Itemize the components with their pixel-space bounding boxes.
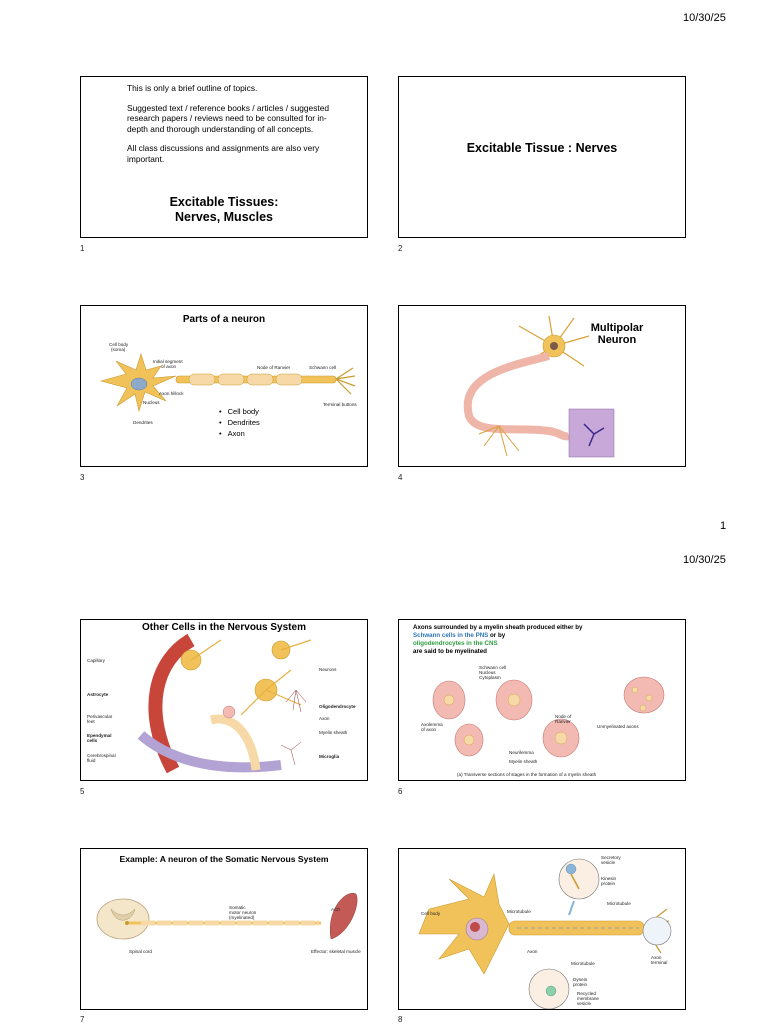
label-ependymal: Ependymal: [87, 733, 112, 738]
slide-4-title-line-1: Multipolar: [590, 322, 644, 334]
label-schwann-cell: Schwann cell: [309, 365, 337, 370]
label-initial-segment: Initial segment: [153, 359, 183, 364]
slide-7-number: 7: [80, 1015, 85, 1024]
label-feet: feet: [87, 719, 95, 724]
somatic-neuron-diagram: [81, 849, 368, 1010]
label-dynein: Dynein: [573, 977, 588, 982]
slide-5: [80, 619, 368, 781]
label-dynein-protein: protein: [573, 982, 588, 987]
slide-1: [80, 76, 368, 238]
figure-caption: (a) Transverse sections of stages in the formation of a myelin sheath: [457, 772, 597, 777]
label-somatic: Somatic: [229, 905, 246, 910]
label-effector: Effector: skeletal muscle: [311, 949, 361, 954]
slide-3-title: Parts of a neuron: [182, 314, 266, 325]
label-terminal-buttons: Terminal buttons: [323, 402, 357, 407]
label-node: Node of: [555, 714, 572, 719]
label-microtubule: Microtubule: [507, 909, 531, 914]
label-cells: cells: [87, 738, 98, 743]
slide-7: [80, 848, 368, 1010]
label-cytoplasm: Cytoplasm: [479, 675, 501, 680]
bullet-item: • Dendrites: [219, 417, 260, 428]
slide-6-line-3: oligodendrocytes in the CNS: [413, 640, 498, 647]
label-fluid: fluid: [87, 758, 96, 763]
label-ach: ACh: [331, 907, 340, 912]
label-recycled-vesicle: vesicle: [577, 1001, 592, 1006]
label-axolemma: Axolemma: [421, 722, 443, 727]
label-spinal-cord: Spinal cord: [129, 949, 152, 954]
slide-8: [398, 848, 686, 1010]
label-node-of-ranvier: Node of Ranvier: [257, 365, 291, 370]
label-motor-neuron: motor neuron: [229, 910, 257, 915]
label-cell-body: Cell body: [109, 342, 129, 347]
label-nucleus: Nucleus: [143, 400, 160, 405]
label-of-axon: of axon: [421, 727, 437, 732]
bullet-item: • Axon: [219, 428, 260, 439]
slide-6: [398, 619, 686, 781]
slide-7-title: Example: A neuron of the Somatic Nervous System: [119, 854, 329, 864]
label-axon-hillock: Axon hillock: [159, 391, 184, 396]
slide-1-title: [81, 195, 367, 225]
slide-1-notes: [127, 83, 337, 173]
label-myelin-sheath: Myelin sheath: [319, 730, 348, 735]
slide-4-title-line-2: Neuron: [597, 334, 637, 346]
label-capillary: Capillary: [87, 658, 105, 663]
label-dendrites: Dendrites: [133, 420, 153, 425]
slide-3-number: 3: [80, 473, 85, 482]
label-kinesin: Kinesin: [601, 876, 617, 881]
label-astrocyte: Astrocyte: [87, 692, 109, 697]
label-nucleus: Nucleus: [479, 670, 496, 675]
slide-2-title: Excitable Tissue : Nerves: [466, 141, 618, 155]
slide-4-number: 4: [398, 473, 403, 482]
label-recycled: Recycled: [577, 991, 596, 996]
label-of-axon: of axon: [161, 364, 177, 369]
slide-1-para-1: This is only a brief outline of topics.: [127, 83, 258, 93]
slide-6-line-4: are said to be myelinated: [413, 648, 487, 655]
or-by-text: or by: [488, 632, 506, 639]
slide-3: [80, 305, 368, 467]
label-neurilemma: Neurilemma: [509, 750, 534, 755]
slide-1-para-3: All class discussions and assignments are also very important.: [127, 143, 320, 164]
label-perivascular: Perivascular: [87, 714, 113, 719]
slide-4-title: [549, 322, 685, 346]
label-axon: Axon: [527, 949, 538, 954]
bullet-item: • Cell body: [219, 406, 260, 417]
label-axon: Axon: [319, 716, 330, 721]
label-myelinated: (myelinated): [229, 915, 255, 920]
slide-5-title: Other Cells in the Nervous System: [142, 622, 306, 633]
axonal-transport-diagram: [399, 849, 686, 1010]
label-schwann-cell: Schwann cell: [479, 665, 507, 670]
label-terminal: terminal: [651, 960, 668, 965]
label-axon-terminal: Axon: [651, 955, 662, 960]
label-membrane: membrane: [577, 996, 599, 1001]
slide-6-line-1: Axons surrounded by a myelin sheath produced either by: [413, 624, 583, 631]
slide-4: [398, 305, 686, 467]
label-csf: Cerebrospinal: [87, 753, 116, 758]
slide-1-title-line-2: Nerves, Muscles: [175, 210, 273, 224]
label-unmyelinated-axons: Unmyelinated axons: [597, 724, 639, 729]
myelin-formation-diagram: [399, 620, 686, 781]
slide-1-number: 1: [80, 244, 85, 253]
label-kinesin-protein: protein: [601, 881, 616, 886]
label-ranvier: Ranvier: [555, 719, 571, 724]
label-neurons: Neurons: [319, 667, 337, 672]
schwann-cells-text: Schwann cells in the PNS: [413, 632, 489, 639]
slide-8-number: 8: [398, 1015, 403, 1024]
label-microtubule: Microtubule: [571, 961, 595, 966]
label-secretory-vesicle: Secretory: [601, 855, 621, 860]
label-microglia: Microglia: [319, 754, 340, 759]
slide-2: [398, 76, 686, 238]
slide-6-number: 6: [398, 787, 403, 796]
label-vesicle: vesicle: [601, 860, 616, 865]
page-date: 10/30/25: [683, 12, 726, 24]
page-number: 1: [720, 520, 727, 532]
slide-1-para-2: Suggested text / reference books / articles / suggested research papers / reviews need to be consulted for in-depth and thorough understanding of all concepts.: [127, 102, 330, 134]
label-soma: (soma): [111, 347, 126, 352]
slide-1-title-line-1: Excitable Tissues:: [169, 195, 279, 209]
label-cell-body: Cell body: [421, 911, 441, 916]
label-myelin-sheath: Myelin sheath: [509, 759, 538, 764]
label-microtubule: Microtubule: [607, 901, 631, 906]
slide-3-bullets: [219, 406, 260, 439]
slide-2-number: 2: [398, 244, 403, 253]
slide-5-number: 5: [80, 787, 85, 796]
label-oligodendrocyte: Oligodendrocyte: [319, 704, 356, 709]
neuron-parts-diagram: [81, 306, 368, 467]
page-date: 10/30/25: [683, 554, 726, 566]
